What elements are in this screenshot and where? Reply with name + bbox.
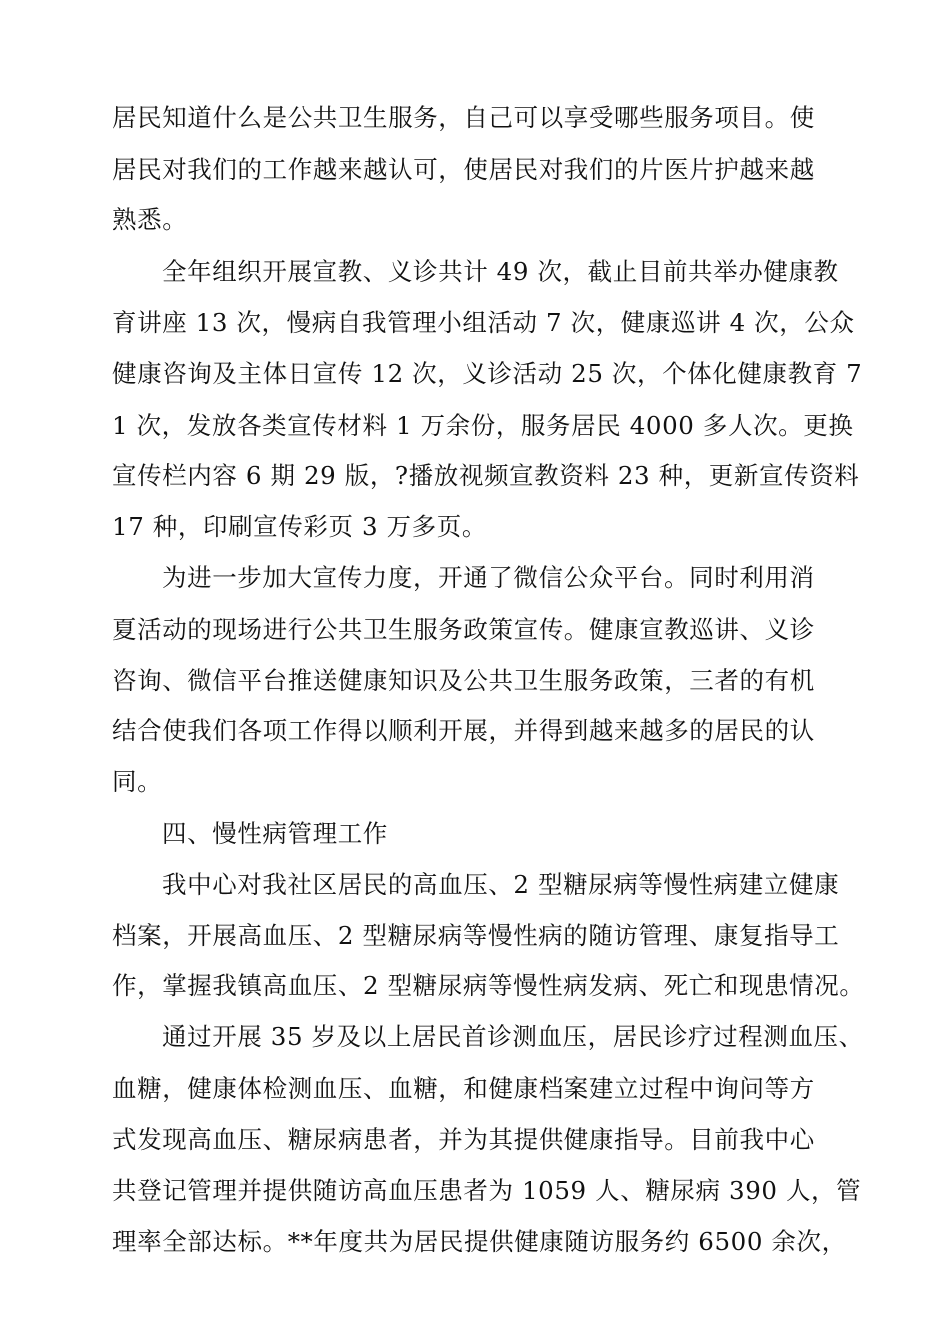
text-line: 居民知道什么是公共卫生服务，自己可以享受哪些服务项目。使 — [112, 103, 815, 132]
text-line: 同。 — [112, 767, 163, 796]
text-line: 我中心对我社区居民的高血压、2 型糖尿病等慢性病建立健康 — [162, 870, 840, 899]
text-line: 理率全部达标。**年度共为居民提供健康随访服务约 6500 余次， — [112, 1227, 847, 1256]
text-line: 居民对我们的工作越来越认可，使居民对我们的片医片护越来越 — [112, 155, 815, 184]
section-heading: 四、慢性病管理工作 — [162, 819, 388, 848]
text-line: 宣传栏内容 6 期 29 版，?播放视频宣教资料 23 种，更新宣传资料 — [112, 461, 860, 490]
text-line: 全年组织开展宣教、义诊共计 49 次，截止目前共举办健康教 — [162, 257, 839, 286]
text-line: 式发现高血压、糖尿病患者，并为其提供健康指导。目前我中心 — [112, 1125, 815, 1154]
text-line: 育讲座 13 次，慢病自我管理小组活动 7 次，健康巡讲 4 次，公众 — [112, 308, 855, 337]
text-line: 作，掌握我镇高血压、2 型糖尿病等慢性病发病、死亡和现患情况。 — [112, 971, 865, 1000]
text-line: 1 次，发放各类宣传材料 1 万余份，服务居民 4000 多人次。更换 — [112, 411, 854, 440]
text-line: 17 种，印刷宣传彩页 3 万多页。 — [112, 512, 487, 541]
text-line: 档案，开展高血压、2 型糖尿病等慢性病的随访管理、康复指导工 — [112, 921, 840, 950]
text-line: 熟悉。 — [112, 205, 188, 234]
text-line: 血糖，健康体检测血压、血糖，和健康档案建立过程中询问等方 — [112, 1074, 815, 1103]
text-line: 夏活动的现场进行公共卫生服务政策宣传。健康宣教巡讲、义诊 — [112, 615, 815, 644]
text-line: 咨询、微信平台推送健康知识及公共卫生服务政策，三者的有机 — [112, 666, 815, 695]
text-line: 为进一步加大宣传力度，开通了微信公众平台。同时利用消 — [162, 563, 815, 592]
text-line: 结合使我们各项工作得以顺利开展，并得到越来越多的居民的认 — [112, 716, 815, 745]
text-line: 健康咨询及主体日宣传 12 次，义诊活动 25 次，个体化健康教育 7 — [112, 359, 863, 388]
text-line: 共登记管理并提供随访高血压患者为 1059 人、糖尿病 390 人，管 — [112, 1176, 862, 1205]
text-line: 通过开展 35 岁及以上居民首诊测血压，居民诊疗过程测血压、 — [162, 1022, 864, 1051]
